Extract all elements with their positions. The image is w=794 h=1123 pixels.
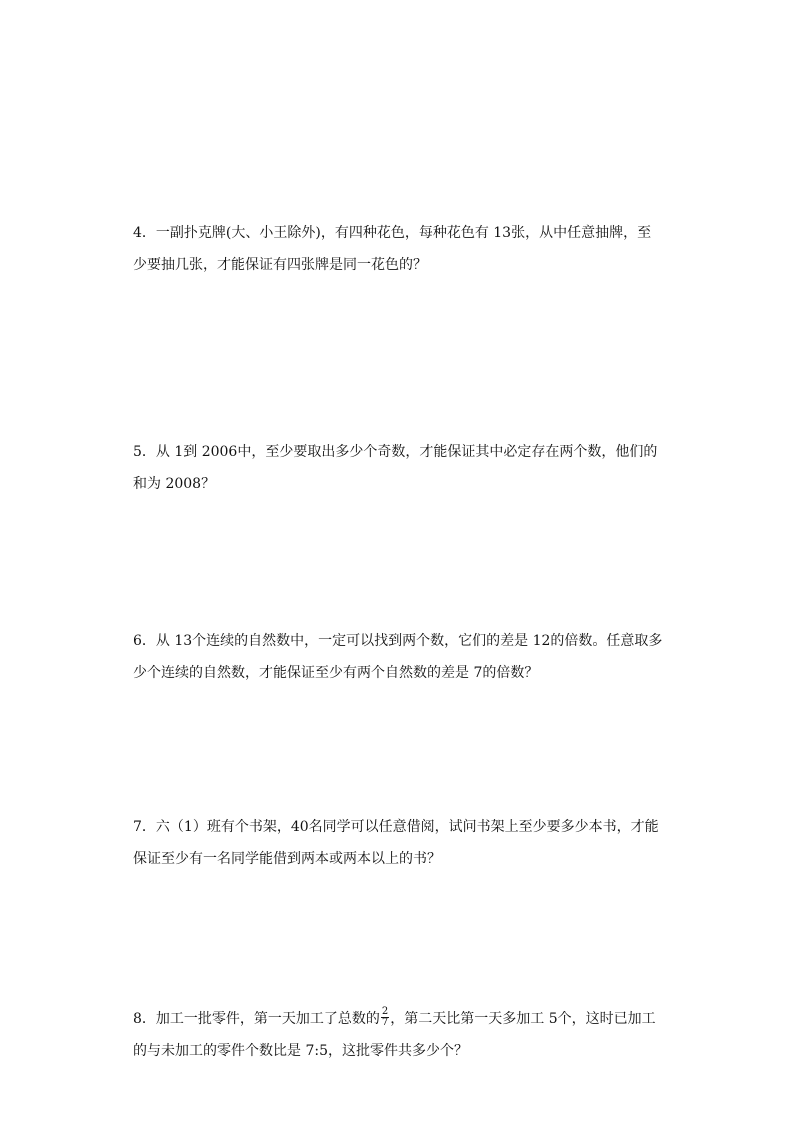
question-8-text-after: ，第二天比第一天多加工 5个，这时已加工的与未加工的零件个数比是 7:5，这批零件共多少个？ <box>133 1011 656 1059</box>
fraction-denominator: 7 <box>381 1016 389 1028</box>
fraction-two-sevenths <box>381 1007 389 1028</box>
question-4: 4．一副扑克牌(大、小王除外)，有四种花色，每种花色有 13张，从中任意抽牌，至少要抽几张，才能保证有四张牌是同一花色的？ <box>133 225 652 273</box>
question-8 <box>133 1003 663 1067</box>
question-6: 6．从 13个连续的自然数中，一定可以找到两个数，它们的差是 12的倍数。任意取多少个连续的自然数，才能保证至少有两个自然数的差是 7的倍数？ <box>133 633 663 681</box>
question-8-text-before: 8．加工一批零件，第一天加工了总数的 <box>133 1011 380 1027</box>
question-7: 7．六（1）班有个书架，40名同学可以任意借阅，试问书架上至少要多少本书，才能保证至少有一名同学能借到两本或两本以上的书？ <box>133 819 659 867</box>
fraction-numerator: 2 <box>381 1005 389 1017</box>
question-5: 5．从 1到 2006中，至少要取出多少个奇数，才能保证其中必定存在两个数，他们的和为 2008？ <box>133 444 658 492</box>
